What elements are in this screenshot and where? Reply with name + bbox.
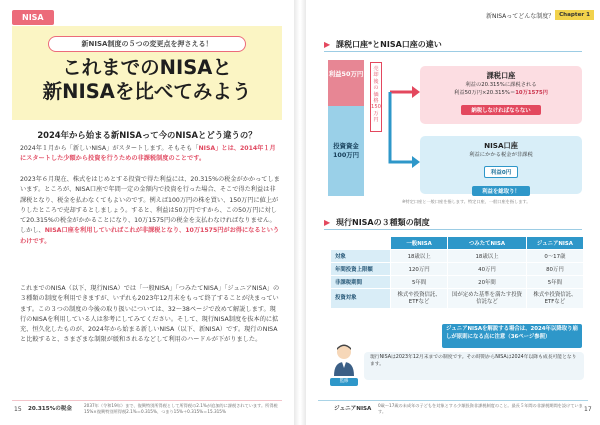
table-cell: 0〜17歳 <box>526 250 583 263</box>
table-header-general: 一般NISA <box>391 237 448 250</box>
taxable-card-line2 <box>420 89 582 97</box>
paragraph-2 <box>20 175 280 247</box>
taxable-card-title: 課税口座 <box>486 71 516 80</box>
table-row <box>331 263 584 276</box>
supervisor-avatar-icon <box>332 342 356 376</box>
table-row <box>331 276 584 289</box>
table-row <box>331 289 584 309</box>
nisa-result-pill: 利益を総取り！ <box>472 186 530 196</box>
arrow-to-taxable-icon <box>390 86 420 98</box>
running-header-title: 新NISAってどんな制度？ <box>486 13 555 20</box>
table-corner <box>331 237 391 250</box>
running-header <box>486 10 600 22</box>
taxable-account-card <box>420 66 582 124</box>
section-heading-accounts <box>324 38 582 52</box>
title-line-2: 新NISAを比べてみよう <box>42 80 252 103</box>
paragraph-2-text: 2023年６月現在、株式をはじめとする投資で得た利益には、20.315%の税金がかかってしまいます。ところが、NISA口座で年間一定の金額内で投資を行った場合、そこで得た利益は非課税となり、税金を払わなくてもよいのです。例えば100万円の株を買い、150万円に値上がりしたところで売却するとしましょう。すると、利益は50万円ですから、この50万円に対して20.315%の税金がかかることになり、10万1575円の税金を支払わなければなりません。しかし、 <box>20 176 280 235</box>
table-header-row <box>331 237 584 250</box>
table-cell: 株式や投資信託、ETFなど <box>526 289 583 309</box>
footnote-right <box>318 400 588 416</box>
triangle-bullet-icon: ▶ <box>324 218 331 227</box>
left-page <box>0 0 294 425</box>
nisa-card-line1: 利益にかかる税金が非課税 <box>469 152 533 158</box>
table-cell: 国が定めた基準を満たす投資信託など <box>448 289 527 309</box>
section-heading-systems <box>324 216 582 230</box>
table-header-tsumitate: つみたてNISA <box>448 237 527 250</box>
sale-price-label: 売却後の価格150万円 <box>370 62 382 132</box>
investment-bar: 投資資金100万円 <box>328 106 364 196</box>
profit-bar: 利益50万円 <box>328 60 364 106</box>
paragraph-1-highlight: NISA」とは、2014年１月にスタートした少額から投資を行うための非課税制度のことです。 <box>20 145 276 163</box>
table-cell: 80万円 <box>526 263 583 276</box>
footnote-badge: ジュニアNISA <box>334 406 372 412</box>
paragraph-2-highlight: NISA口座を利用していればこれが非課税となり、10万1575円がお得になるというわけです。 <box>20 227 280 245</box>
row-label: 非課税期間 <box>331 276 391 289</box>
nisa-card-title: NISA口座 <box>484 141 518 150</box>
row-label: 年間投資上限額 <box>331 263 391 276</box>
supervisor-speech-bubble: 現行NISAは2023年12月末までの制度です。その時期からNISAは2024年以降も成長可能となります。 <box>364 352 584 380</box>
table-cell: 5年間 <box>391 276 448 289</box>
footnote-text: 0歳〜17歳の未成年の子どもを対象とする少額投資非課税制度のこと。最長５年間の非課税期間を設けています。 <box>378 403 583 414</box>
taxable-formula: 利益50万円×20.315%＝ <box>454 90 516 96</box>
taxable-card-line1: 利益の20.315%に課税される <box>465 82 537 88</box>
triangle-bullet-icon: ▶ <box>324 40 331 49</box>
figure-footnote: ※特定口座と一般口座を指します。特定口座、一般口座を指します。 <box>402 199 531 204</box>
nisa-zero-tax: 利益0円 <box>484 166 519 178</box>
footnote-badge: 20.315%の税金 <box>28 406 72 412</box>
branch-arrows <box>380 64 420 204</box>
page-number-right: 17 <box>584 406 592 413</box>
table-header-junior: ジュニアNISA <box>526 237 583 250</box>
table-cell: 株式や投資信託、ETFなど <box>391 289 448 309</box>
table-cell: 120万円 <box>391 263 448 276</box>
nisa-account-card <box>420 136 582 194</box>
row-label: 投資対象 <box>331 289 391 309</box>
hero-subtitle: 新NISA制度の５つの変更点を押さえる！ <box>48 36 246 52</box>
table-cell: 18歳以上 <box>448 250 527 263</box>
footnote-left <box>12 400 282 416</box>
question-heading: 2024年から始まる新NISAって今のNISAとどう違うの？ <box>37 130 257 140</box>
right-page <box>306 0 600 425</box>
taxable-result-pill: 納税しなければならない <box>461 105 540 115</box>
taxable-amount: 10万1575円 <box>515 90 548 96</box>
paragraph-3: これまでのNISA（以下、現行NISA）では「一般NISA」「つみたてNISA」「ジュニアNISA」の３種類の制度を利用できますが、いずれも2023年12月末をもって終了することが決まっています。この３つの制度の今後の取り扱いについては、32〜38ページで改めて解説します。現行のNISAを利用している人は参考にしてみてください。そして、現行NISA制度を抜本的に拡充、恒久化したものが、2024年から始まる新しいNISA（以下、新NISA）です。現行のNISAと比較すると、さまざまな制限が緩和されるなどして利用のハードルが下がりました。 <box>20 285 280 344</box>
table-cell: 5年間 <box>526 276 583 289</box>
table-cell: 18歳以上 <box>391 250 448 263</box>
chapter-badge: Chapter 1 <box>555 10 594 20</box>
footnote-text: 2037年（令和19年）まで、復興特別所得税として所得税の2.1%が追加的に課税されています。所得税15%×復興特別所得税2.1%＝0.315%、つまり15%＋0.315%＝15.315% <box>84 403 278 414</box>
table-row <box>331 250 584 263</box>
arrow-to-nisa-icon <box>390 92 420 168</box>
title-line-1: これまでのNISAと <box>62 56 232 79</box>
page-title <box>18 56 276 104</box>
table-cell: 40万円 <box>448 263 527 276</box>
junior-nisa-callout: ジュニアNISAを解説する場合は、2024年以降取り崩しが原則になる点に注意（36ページ参照） <box>442 324 582 348</box>
section-title: 現行NISAの３種類の制度 <box>336 218 430 227</box>
book-gutter <box>294 0 306 425</box>
page-number-left: 15 <box>14 406 22 413</box>
section-tag: NISA <box>12 10 54 25</box>
nisa-systems-table <box>330 236 584 309</box>
paragraph-1 <box>20 144 280 165</box>
section-title: 課税口座*とNISA口座の違い <box>336 40 442 49</box>
paragraph-1-text: 2024年１月から「新しいNISA」がスタートします。そもそも「 <box>20 145 199 152</box>
supervisor-tag: 監修 <box>330 378 358 386</box>
table-cell: 20年間 <box>448 276 527 289</box>
row-label: 対象 <box>331 250 391 263</box>
